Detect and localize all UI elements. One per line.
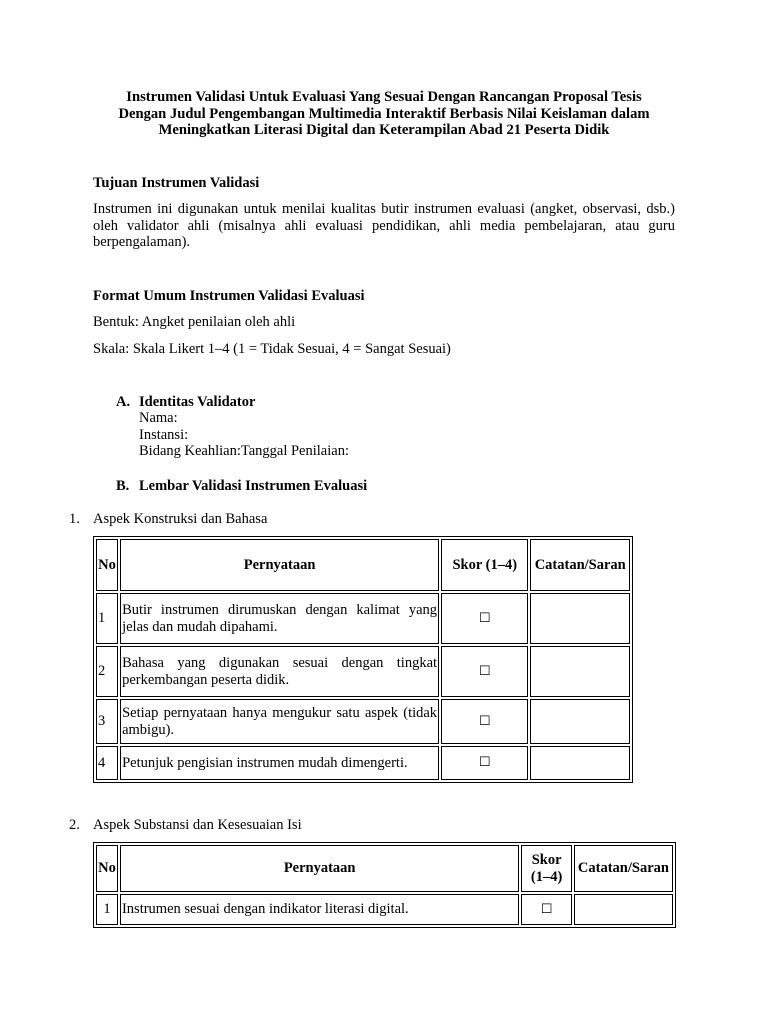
row-no: 1 <box>96 894 118 925</box>
field-nama: Nama: <box>139 410 178 426</box>
aspect-1-title: Aspek Konstruksi dan Bahasa <box>93 511 268 527</box>
score-checkbox[interactable] <box>441 746 528 780</box>
header-no: No <box>96 539 118 591</box>
title-line-3: Meningkatkan Literasi Digital dan Keterampilan Abad 21 Peserta Didik <box>158 122 610 138</box>
score-checkbox[interactable] <box>441 646 528 697</box>
note-cell[interactable] <box>530 646 630 697</box>
table-row <box>96 699 630 744</box>
tujuan-heading: Tujuan Instrumen Validasi <box>93 175 260 191</box>
row-no: 3 <box>96 699 118 744</box>
header-catatan: Catatan/Saran <box>530 539 630 591</box>
format-skala: Skala: Skala Likert 1–4 (1 = Tidak Sesuai, 4 = Sangat Sesuai) <box>93 341 451 357</box>
aspect-1-table <box>93 536 633 783</box>
header-catatan: Catatan/Saran <box>574 845 673 892</box>
header-pernyataan: Pernyataan <box>120 539 439 591</box>
table-row <box>96 646 630 697</box>
score-checkbox[interactable] <box>441 593 528 644</box>
document-title <box>70 89 698 139</box>
aspect-2-table <box>93 842 676 928</box>
table-row <box>96 593 630 644</box>
section-a-marker: A. <box>116 394 131 410</box>
header-skor: Skor (1–4) <box>441 539 528 591</box>
row-statement: Instrumen sesuai dengan indikator literasi digital. <box>120 894 519 925</box>
section-b-marker: B. <box>116 478 130 494</box>
format-bentuk: Bentuk: Angket penilaian oleh ahli <box>93 314 296 330</box>
table-row <box>96 894 673 925</box>
format-heading: Format Umum Instrumen Validasi Evaluasi <box>93 288 365 304</box>
row-no: 1 <box>96 593 118 644</box>
field-bidang-tanggal: Bidang Keahlian:Tanggal Penilaian: <box>139 443 349 459</box>
row-statement: Butir instrumen dirumuskan dengan kalimat yang jelas dan mudah dipahami. <box>120 593 439 644</box>
note-cell[interactable] <box>530 593 630 644</box>
aspect-2-title: Aspek Substansi dan Kesesuaian Isi <box>93 817 302 833</box>
row-statement: Setiap pernyataan hanya mengukur satu aspek (tidak ambigu). <box>120 699 439 744</box>
note-cell[interactable] <box>530 699 630 744</box>
aspect-1-marker: 1. <box>69 511 80 527</box>
section-b-heading: Lembar Validasi Instrumen Evaluasi <box>139 478 368 494</box>
table-row <box>96 746 630 780</box>
checkbox-icon: ☐ <box>478 755 491 771</box>
row-no: 4 <box>96 746 118 780</box>
checkbox-icon: ☐ <box>478 713 491 729</box>
header-skor <box>521 845 572 892</box>
note-cell[interactable] <box>574 894 673 925</box>
checkbox-icon: ☐ <box>478 610 491 626</box>
row-statement: Petunjuk pengisian instrumen mudah dimengerti. <box>120 746 439 780</box>
validator-identity-fields <box>139 410 349 460</box>
header-no: No <box>96 845 118 892</box>
checkbox-icon: ☐ <box>540 901 553 917</box>
header-pernyataan: Pernyataan <box>120 845 519 892</box>
note-cell[interactable] <box>530 746 630 780</box>
title-line-1: Instrumen Validasi Untuk Evaluasi Yang Sesuai Dengan Rancangan Proposal Tesis <box>126 89 642 105</box>
tujuan-paragraph: Instrumen ini digunakan untuk menilai kualitas butir instrumen evaluasi (angket, observasi, dsb.) oleh validator ahli (misalnya ahli evaluasi pendidikan, ahli media pembelajaran, atau guru berpengalaman). <box>93 201 675 251</box>
table-header-row <box>96 539 630 591</box>
row-no: 2 <box>96 646 118 697</box>
checkbox-icon: ☐ <box>478 663 491 679</box>
aspect-2-marker: 2. <box>69 817 80 833</box>
header-skor-line-1: Skor <box>531 852 562 868</box>
score-checkbox[interactable] <box>521 894 572 925</box>
row-statement: Bahasa yang digunakan sesuai dengan tingkat perkembangan peserta didik. <box>120 646 439 697</box>
table-header-row <box>96 845 673 892</box>
score-checkbox[interactable] <box>441 699 528 744</box>
field-instansi: Instansi: <box>139 426 189 443</box>
title-line-2: Dengan Judul Pengembangan Multimedia Interaktif Berbasis Nilai Keislaman dalam <box>118 105 650 122</box>
header-skor-line-2: (1–4) <box>530 868 563 885</box>
section-a-heading: Identitas Validator <box>139 394 256 410</box>
